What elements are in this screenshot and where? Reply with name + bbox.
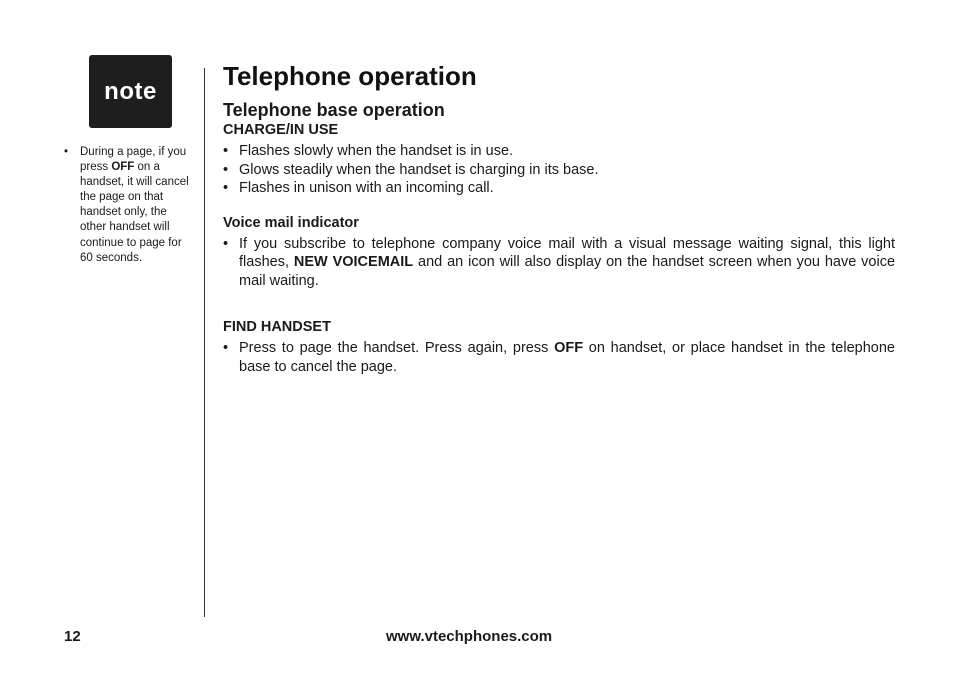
website-url: www.vtechphones.com: [386, 628, 553, 645]
bullet: •: [223, 180, 229, 196]
main-content: [223, 60, 895, 376]
list-item-text: Glows steadily when the handset is charging in its base.: [239, 161, 599, 178]
bullet: •: [223, 143, 229, 159]
list-item: [223, 339, 895, 376]
side-note-text: [80, 145, 196, 266]
side-note-text-1: During a page, if you press: [80, 146, 187, 174]
list-item: [223, 142, 895, 161]
voicemail-section: [223, 214, 895, 291]
side-note-bullet: •: [64, 146, 69, 158]
note-badge-label: note: [104, 77, 157, 105]
charge-list: [223, 142, 895, 198]
charge-section: [223, 121, 895, 198]
find-handset-text-2: on handset, or place handset in the telephone base to cancel the page.: [239, 340, 895, 375]
list-item: [223, 161, 895, 180]
voicemail-text-1: If you subscribe to telephone company voice mail with a visual message waiting signal, this light flashes,: [239, 235, 895, 270]
list-item: [223, 235, 895, 291]
find-handset-section: [223, 318, 895, 376]
voicemail-heading: Voice mail indicator: [223, 214, 359, 231]
new-voicemail-label: NEW VOICEMAIL: [293, 254, 414, 270]
page-title: Telephone operation: [223, 61, 477, 91]
bullet: •: [223, 340, 229, 356]
voicemail-text-2: and an icon will also display on the handset screen when you have voice mail waiting.: [239, 254, 896, 289]
side-note-text-2: on a handset, it will cancel the page on that handset only, the other handset will continue to page for 60 seconds.: [80, 161, 189, 264]
find-handset-list: [223, 339, 895, 376]
list-item-text: Flashes slowly when the handset is in use.: [239, 143, 514, 159]
vertical-divider: [204, 68, 205, 617]
note-badge: [89, 55, 172, 128]
list-item-text: Flashes in unison with an incoming call.: [239, 180, 494, 196]
side-note-off-key: OFF: [111, 161, 135, 174]
bullet: •: [223, 161, 229, 178]
find-handset-heading: FIND HANDSET: [223, 319, 331, 335]
voicemail-list: [223, 235, 895, 291]
find-handset-text-1: Press to page the handset. Press again, press: [239, 340, 555, 356]
page-number: 12: [64, 628, 81, 645]
list-item: [223, 179, 895, 198]
off-key-label: OFF: [554, 340, 584, 356]
bullet: •: [223, 235, 229, 252]
section-title: Telephone base operation: [223, 100, 445, 120]
charge-heading: CHARGE/IN USE: [223, 122, 339, 138]
